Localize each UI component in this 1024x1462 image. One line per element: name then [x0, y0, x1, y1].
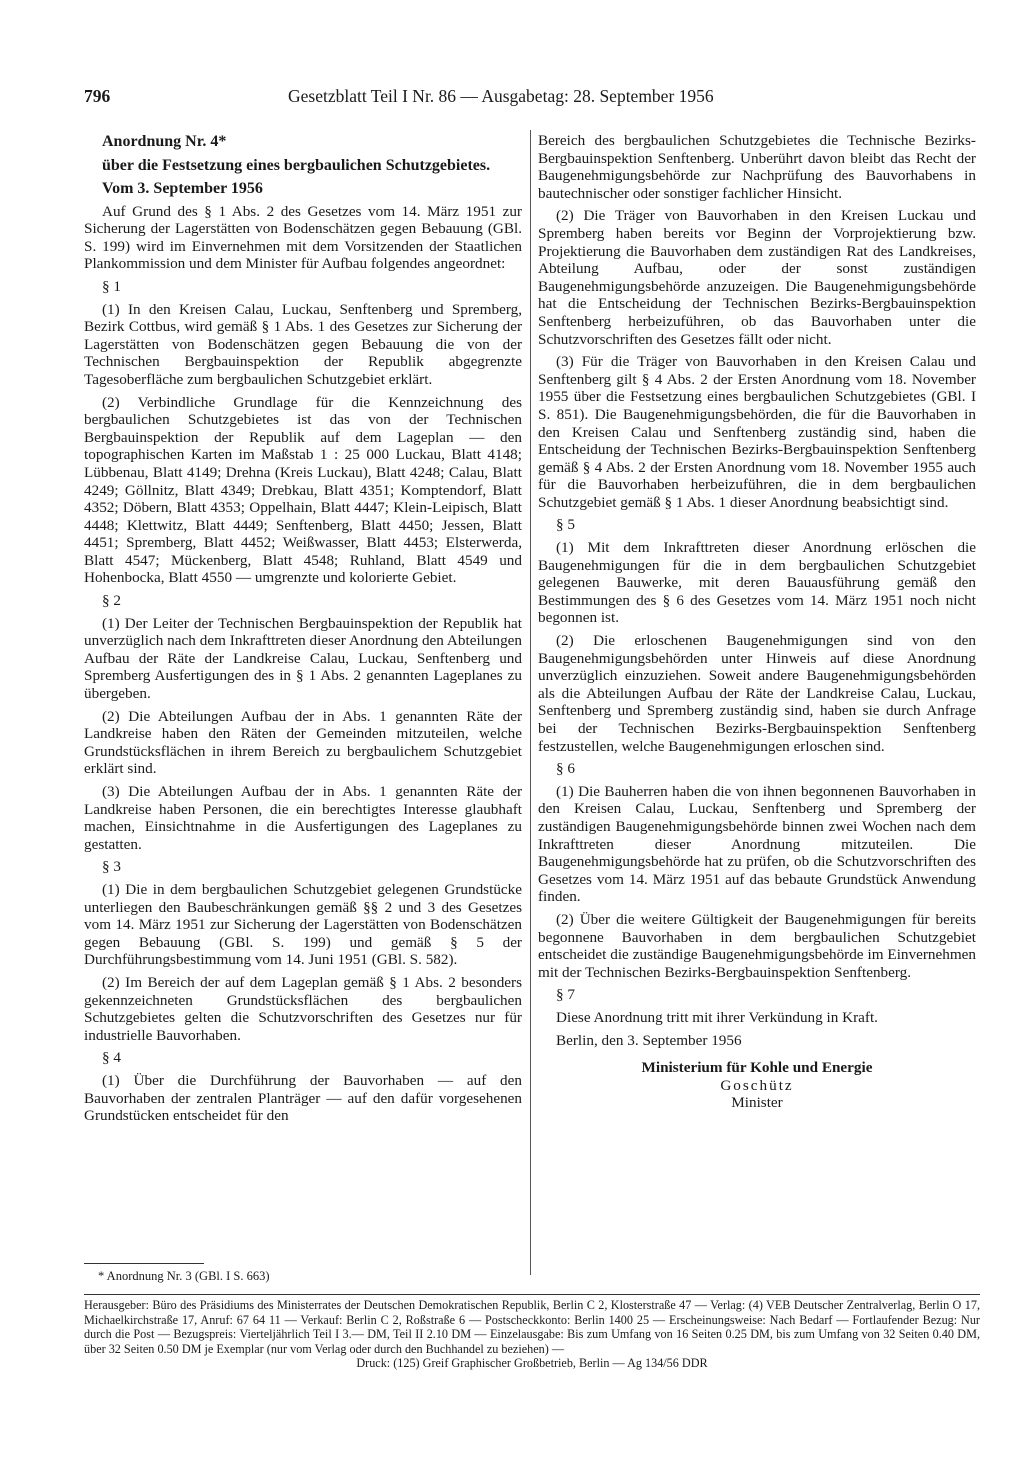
left-column: [84, 132, 522, 1130]
paragraph: (2) Die erloschenen Baugenehmigungen sind von den Baugenehmigungsbehörden unter Hinweis auf diese Anordnung unverzüglich einzuziehen. Soweit andere Baugenehmigungsbehörden als die Abteilungen Aufbau der Räte der Landkreise Calau, Luckau, Senftenberg und Spremberg zuständig sind, haben sie durch Anfrage bei der Technischen Bezirks-Bergbauinspektion Senftenberg festzustellen, welche Baugenehmigungen erloschen sind.: [538, 632, 976, 755]
paragraph: (1) In den Kreisen Calau, Luckau, Senftenberg und Spremberg, Bezirk Cottbus, wird gemäß § 1 Abs. 1 des Gesetzes zur Sicherung der Lagerstätten von Bodenschätzen gegen Bebauung die von der Technischen Bergbauinspektion der Republik abgegrenzte Tagesoberfläche zum bergbaulichen Schutzgebiet erklärt.: [84, 300, 522, 388]
document-subtitle: über die Festsetzung eines bergbaulichen Schutzgebietes.: [102, 157, 491, 174]
paragraph: (2) Die Abteilungen Aufbau der in Abs. 1 genannten Räte der Landkreise haben den Räten der Gemeinden mitzuteilen, welche Grundstücksflächen in ihrem Bereich zu bergbaulichem Schutzgebiet erklärt sind.: [84, 707, 522, 778]
column-divider: [530, 130, 531, 1275]
page-header: [84, 86, 804, 108]
imprint-text: Herausgeber: Büro des Präsidiums des Ministerrates der Deutschen Demokratischen Republik, Berlin C 2, Klosterstraße 47 — Verlag: (4) VEB Deutscher Zentralverlag, Berlin O 17, Michaelkirchstraße 17, Anruf: 67 64 11 — Verkauf: Berlin C 2, Roßstraße 6 — Postscheckkonto: Berlin 1400 25 — Erscheinungsweise: Nach Bedarf — Fortlaufender Bezug: Nur durch die Post — Bezugspreis: Vierteljährlich Teil I 3.— DM, Teil II 2.10 DM — Einzelausgabe: Bis zum Umfang von 16 Seiten 0.25 DM, bis zum Umfang von 32 Seiten 0.40 DM, über 32 Seiten 0.50 DM je Exemplar (nur vom Verlag oder durch den Buchhandel zu beziehen) —: [84, 1298, 980, 1356]
paragraph: Diese Anordnung tritt mit ihrer Verkündung in Kraft.: [556, 1008, 878, 1026]
paragraph: (3) Für die Träger von Bauvorhaben in den Kreisen Calau und Senftenberg gilt § 4 Abs. 2 der Ersten Anordnung vom 18. November 1955 über die Festsetzung eines bergbaulichen Schutzgebietes (GBl. I S. 851). Die Baugenehmigungsbehörden, die für die Bauvorhaben in den Kreisen Calau und Senftenberg zuständig sind, haben die Entscheidung der Technischen Bezirks-Bergbauinspektion Senftenberg gemäß § 4 Abs. 2 der Ersten Anordnung vom 18. November 1955 auch für die Bauvorhaben herbeizuführen, die in dem bergbaulichen Schutzgebiet gemäß § 1 Abs. 1 dieser Anordnung beabsichtigt sind.: [538, 353, 976, 511]
paragraph: (3) Die Abteilungen Aufbau der in Abs. 1 genannten Räte der Landkreise haben Personen, die ein berechtigtes Interesse glaubhaft machen, Einsichtnahme in die Ausfertigungen des Lageplanes zu gestatten.: [84, 783, 522, 853]
imprint-druck: Druck: (125) Greif Graphischer Großbetrieb, Berlin — Ag 134/56 DDR: [356, 1356, 708, 1371]
paragraph: (1) Mit dem Inkrafttreten dieser Anordnung erlöschen die Baugenehmigungen für die in dem bergbaulichen Schutzgebiet gelegenen Bauwerke, mit deren Bauausführung gemäß den Bestimmungen des § 6 des Gesetzes vom 14. März 1951 noch nicht begonnen ist.: [538, 539, 976, 627]
paragraph: (2) Im Bereich der auf dem Lageplan gemäß § 1 Abs. 2 besonders gekennzeichneten Grundstücksflächen des bergbaulichen Schutzgebietes gelten die Schutzvorschriften des Gesetzes nur für industrielle Bauvorhaben.: [84, 973, 522, 1044]
footnote: * Anordnung Nr. 3 (GBl. I S. 663): [98, 1269, 270, 1283]
section-heading: § 7: [556, 986, 575, 1004]
imprint-rule: [84, 1294, 980, 1295]
section-heading: § 5: [556, 516, 575, 534]
page-number: 796: [84, 86, 111, 106]
paragraph: (2) Verbindliche Grundlage für die Kennzeichnung des bergbaulichen Schutzgebietes ist das von der Technischen Bergbauinspektion der Republik auf dem Lageplan — den topographischen Karten im Maßstab 1 : 25 000 Luckau, Blatt 4148; Lübbenau, Blatt 4149; Drehna (Kreis Luckau), Blatt 4248; Calau, Blatt 4249; Göllnitz, Blatt 4349; Drebkau, Blatt 4351; Komptendorf, Blatt 4352; Döbern, Blatt 4353; Oppelhain, Blatt 4447; Klein-Leipisch, Blatt 4448; Klettwitz, Blatt 4449; Senftenberg, Blatt 4450; Jessen, Blatt 4451; Spremberg, Blatt 4452; Weißwasser, Blatt 4453; Elsterwerda, Blatt 4547; Mückenberg, Blatt 4548; Ruhland, Blatt 4549 und Hohenbocka, Blatt 4550 — umgrenzte und kolorierte Gebiet.: [84, 393, 522, 587]
running-title: Gesetzblatt Teil I Nr. 86 — Ausgabetag: 28. September 1956: [288, 86, 714, 106]
section-heading: § 2: [102, 592, 121, 610]
signatory-name: Goschütz: [720, 1076, 794, 1094]
preamble: Auf Grund des § 1 Abs. 2 des Gesetzes vom 14. März 1951 zur Sicherung der Lagerstätten von Bodenschätzen gegen Bebauung (GBl. S. 199) wird im Einvernehmen mit dem Vorsitzenden der Staatlichen Plankommission und dem Minister für Aufbau folgendes angeordnet:: [84, 202, 522, 273]
imprint: [84, 1298, 980, 1371]
section-heading: § 6: [556, 760, 575, 778]
section-heading: § 3: [102, 858, 121, 876]
signature-block: [538, 1032, 976, 1112]
section-heading: § 4: [102, 1049, 121, 1067]
paragraph-continued: Bereich des bergbaulichen Schutzgebietes die Technische Bezirks-Bergbauinspektion Senftenberg. Unberührt davon bleibt das Recht der Baugenehmigungsbehörde zur Nachprüfung des Bauvorhabens in bautechnischer oder sonstiger fachlicher Hinsicht.: [538, 132, 976, 202]
paragraph: (1) Die in dem bergbaulichen Schutzgebiet gelegenen Grundstücke unterliegen den Baubeschränkungen gemäß §§ 2 und 3 des Gesetzes vom 14. März 1951 zur Sicherung der Lagerstätten von Bodenschätzen gegen Bebauung (GBl. S. 199) und gemäß § 5 der Durchführungsbestimmung vom 14. Juni 1951 (GBl. S. 582).: [84, 880, 522, 969]
paragraph: (1) Die Bauherren haben die von ihnen begonnenen Bauvorhaben in den Kreisen Calau, Luckau, Senftenberg und Spremberg der zuständigen Baugenehmigungsbehörde binnen zwei Wochen nach dem Inkrafttreten dieser Anordnung mitzuteilen. Die Baugenehmigungsbehörde hat zu prüfen, ob die Schutzvorschriften des Gesetzes vom 14. März 1951 auf das bebaute Grundstück Anwendung finden.: [538, 782, 976, 906]
document-title: Anordnung Nr. 4*: [102, 133, 227, 150]
right-column: [538, 132, 976, 1112]
paragraph: (2) Die Träger von Bauvorhaben in den Kreisen Luckau und Spremberg haben bereits vor Beginn der Vorprojektierung bzw. Projektierung die Bauvorhaben dem zuständigen Rat des Landkreises, Abteilung Aufbau, oder der sonst zuständigen Baugenehmigungsbehörde anzuzeigen. Die Baugenehmigungsbehörde hat die Entscheidung der Technischen Bezirks-Bergbauinspektion Senftenberg herbeizuführen, ob das Bauvorhaben unter die Schutzvorschriften des Gesetzes fällt oder nicht.: [538, 207, 976, 348]
paragraph: (2) Über die weitere Gültigkeit der Baugenehmigungen für bereits begonnene Bauvorhaben in dem bergbaulichen Schutzgebiet entscheidet die zuständige Baugenehmigungsbehörde im Einvernehmen mit der Technischen Bezirks-Bergbauinspektion Senftenberg.: [538, 910, 976, 981]
paragraph: (1) Über die Durchführung der Bauvorhaben — auf den Bauvorhaben der zentralen Planträger — auf den dafür vorgesehenen Grundstücken entscheidet für den: [84, 1071, 522, 1125]
document-date: Vom 3. September 1956: [102, 180, 263, 197]
footnote-rule: [84, 1263, 204, 1264]
signatory-role: Minister: [731, 1094, 783, 1112]
paragraph: (1) Der Leiter der Technischen Bergbauinspektion der Republik hat unverzüglich nach dem Inkrafttreten dieser Anordnung den Abteilungen Aufbau der Räte der Landkreise Calau, Luckau, Senftenberg und Spremberg Ausfertigungen des in § 1 Abs. 2 genannten Lageplanes zu übergeben.: [84, 614, 522, 703]
section-heading: § 1: [102, 277, 121, 295]
ministry-name: Ministerium für Kohle und Energie: [641, 1059, 873, 1077]
place-date: Berlin, den 3. September 1956: [556, 1031, 742, 1049]
